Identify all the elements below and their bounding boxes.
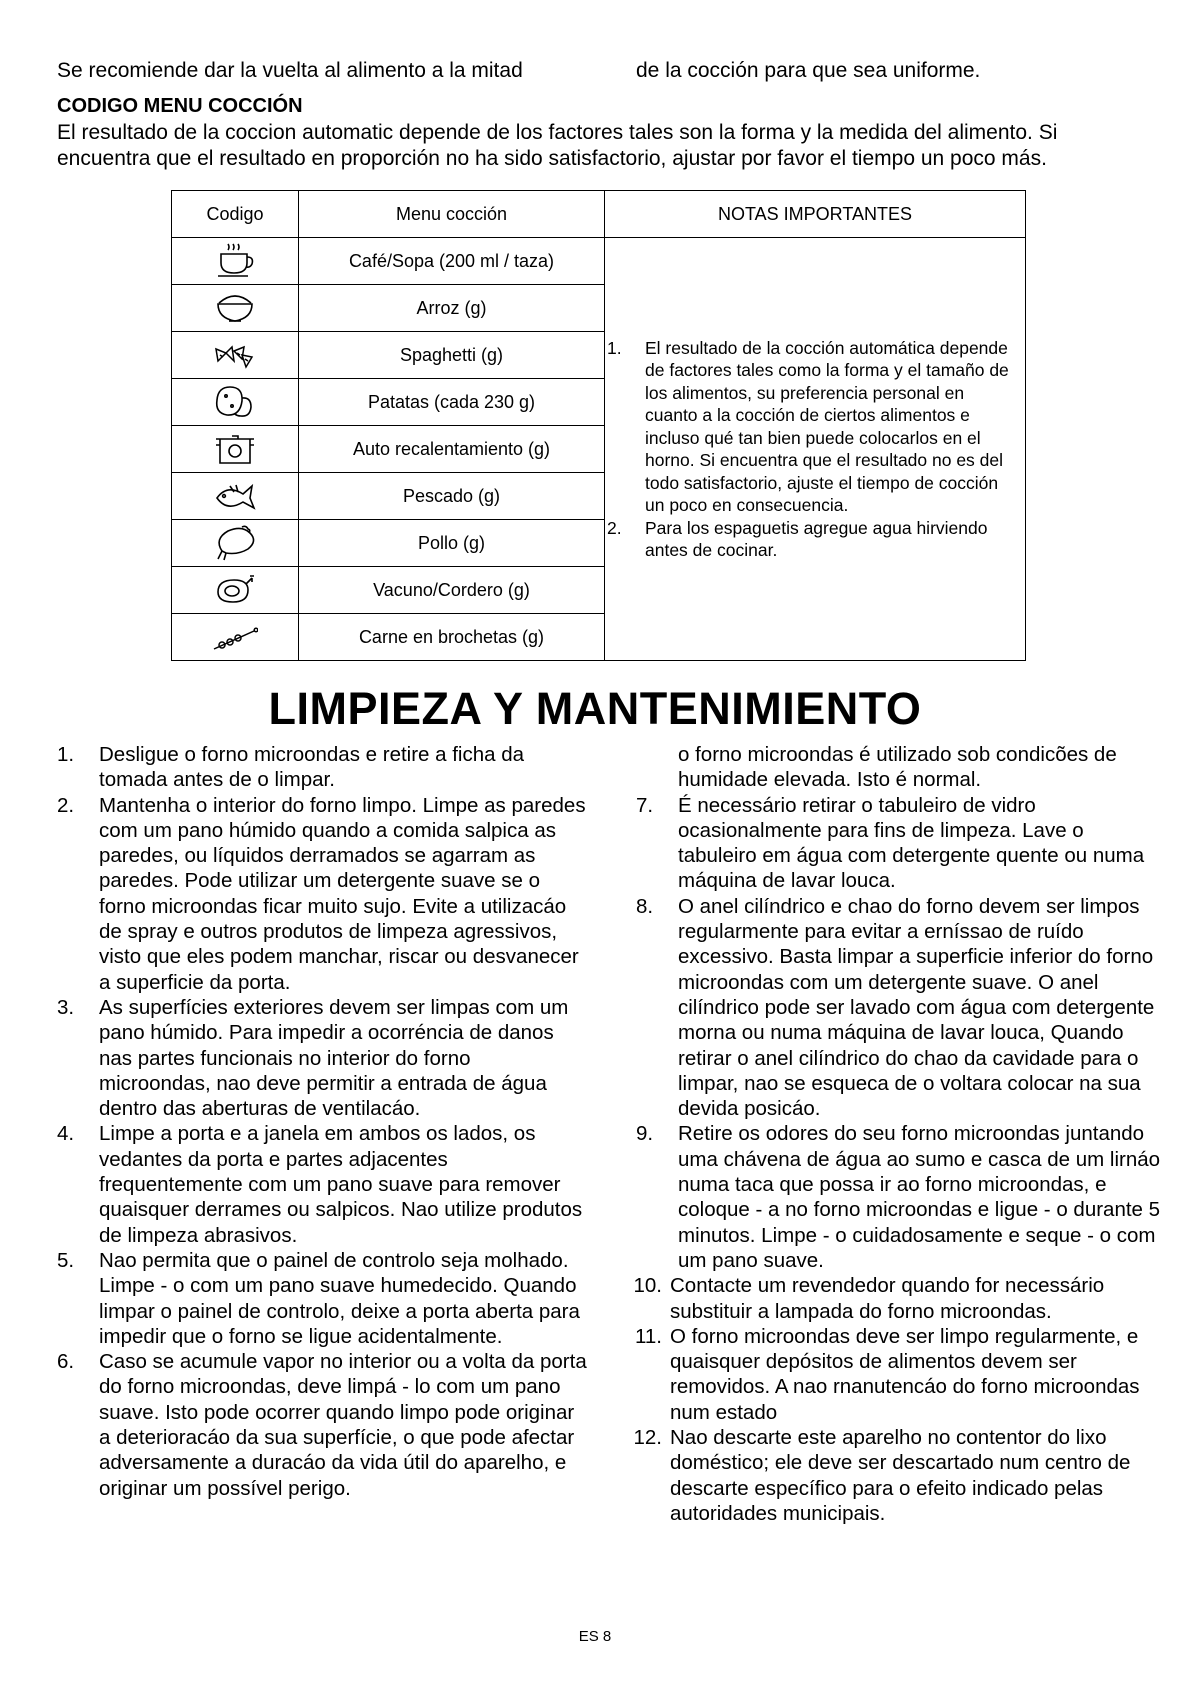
menu-cell: Café/Sopa (200 ml / taza) [299, 238, 605, 285]
fish-icon [212, 476, 258, 516]
table-header-row [172, 191, 1026, 238]
header-codigo: Codigo [172, 191, 299, 238]
item-number: 12. [633, 1426, 662, 1450]
notes-cell [605, 238, 1026, 661]
potato-icon [212, 382, 258, 422]
item-text: O forno microondas deve ser limpo regularmente, e quaisquer depósitos de alimentos devem ser removidos. A nao rnanutencáo do forno microondas num estado [670, 1324, 1140, 1424]
note-number: 2. [607, 517, 622, 538]
note-text: Para los espaguetis agregue agua hirviendo antes de cocinar. [645, 517, 988, 560]
cleaning-left-column [57, 742, 587, 1501]
list-item [633, 1425, 1161, 1526]
item-number: 7. [636, 793, 654, 817]
menu-cell: Auto recalentamiento (g) [299, 426, 605, 473]
list-item [636, 894, 1161, 1122]
list-item [57, 742, 587, 793]
item-number: 9. [636, 1122, 654, 1146]
list-item [57, 793, 587, 995]
item-number: 4. [57, 1122, 75, 1146]
code-cell [172, 520, 299, 567]
chicken-icon [212, 523, 258, 563]
continued-text: o forno microondas é utilizado sob condicões de humidade elevada. Isto é normal. [678, 743, 1117, 792]
list-item [57, 1248, 587, 1349]
note-number: 1. [607, 337, 622, 358]
top-line-left: Se recomiende dar la vuelta al alimento a la mitad [57, 59, 523, 82]
item-text: Nao descarte este aparelho no contentor do lixo doméstico; ele deve ser descartado num centro de descarte específico para o efeito indicado pelas autoridades municipais. [670, 1426, 1131, 1525]
menu-section-heading: CODIGO MENU COCCIÓN [57, 95, 303, 117]
item-number: 6. [57, 1350, 75, 1374]
coffee-cup-icon [212, 241, 258, 281]
steak-icon [212, 570, 258, 610]
code-cell [172, 238, 299, 285]
menu-cell: Vacuno/Cordero (g) [299, 567, 605, 614]
header-menu: Menu cocción [299, 191, 605, 238]
menu-section-intro: El resultado de la coccion automatic depende de los factores tales son la forma y la medida del alimento. Si encuentra que el resultado en proporción no ha sido satisfactorio, ajustar por favor el tiempo un poco más. [57, 121, 1058, 170]
item-text: Contacte um revendedor quando for necessário substituir a lampada do forno microondas. [670, 1274, 1105, 1323]
item-text: Desligue o forno microondas e retire a ficha da tomada antes de o limpar. [99, 743, 525, 792]
list-item [636, 793, 1161, 894]
menu-cell: Carne en brochetas (g) [299, 614, 605, 661]
menu-cell: Patatas (cada 230 g) [299, 379, 605, 426]
reheat-pot-icon [212, 429, 258, 469]
list-item [633, 1273, 1161, 1324]
menu-cell: Spaghetti (g) [299, 332, 605, 379]
cleaning-title: LIMPIEZA Y MANTENIMIENTO [268, 683, 922, 734]
code-cell [172, 379, 299, 426]
skewer-icon [212, 617, 258, 657]
code-cell [172, 332, 299, 379]
list-item [57, 1121, 587, 1247]
code-cell [172, 426, 299, 473]
item-number: 11. [635, 1324, 662, 1348]
item-text: As superfícies exteriores devem ser limpas com um pano húmido. Para impedir a ocorréncia de danos nas partes funcionais no interior do forno microondas, nao deve permitir a entrada de água dentro das aberturas de ventilacáo. [99, 995, 569, 1121]
item-text: Limpe a porta e a janela em ambos os lados, os vedantes da porta e partes adjacentes frequentemente com um pano suave para remover quaisquer derrames ou salpicos. Nao utilize produtos de limpeza abrasivos. [99, 1122, 583, 1247]
list-item [57, 1349, 587, 1501]
page-number: ES 8 [578, 1628, 612, 1645]
header-notas: NOTAS IMPORTANTES [605, 191, 1026, 238]
item-text: Retire os odores do seu forno microondas juntando uma chávena de água ao sumo e casca de um lirnáo numa taca que possa ir ao forno microondas, e coloque - a no forno microondas e ligue - o durante 5 minutos. Limpe - o cuidadosamente e seque - o com um pano suave. [678, 1122, 1161, 1272]
item-number: 2. [57, 793, 75, 817]
notes-list [605, 337, 1019, 562]
note-item [605, 337, 1019, 517]
top-line-right: de la cocción para que sea uniforme. [636, 59, 981, 82]
item-text: O anel cilíndrico e chao do forno devem ser limpos regularmente para evitar a erníssao de ruído excessivo. Basta limpar a superficie inferior do forno microondas com um detergente suave. O anel cilíndrico pode ser lavado com água com detergente morna ou numa máquina de lavar louca, Quando retirar o anel cilíndrico do chao da cavidade para o limpar, nao se esqueca de o voltara colocar na sua devida posicáo. [678, 894, 1155, 1121]
list-item [636, 1324, 1161, 1425]
list-item [57, 995, 587, 1121]
cooking-menu-table [171, 190, 1026, 661]
item-text: Caso se acumule vapor no interior ou a volta da porta do forno microondas, deve limpá - lo com um pano suave. Isto pode ocorrer quando limpo pode originar a deterioracáo da sua superfície, o que pode afectar adversamente a duracáo da vida útil do aparelho, e originar um possível perigo. [99, 1350, 587, 1500]
item-number: 1. [57, 743, 75, 766]
code-cell [172, 473, 299, 520]
item-text: É necessário retirar o tabuleiro de vidro ocasionalmente para fins de limpeza. Lave o tabuleiro em água com detergente quente ou numa máquina de lavar louca. [678, 793, 1145, 893]
item-number: 5. [57, 1248, 75, 1272]
menu-cell: Pescado (g) [299, 473, 605, 520]
code-cell [172, 285, 299, 332]
cleaning-right-column [633, 742, 1161, 1526]
note-text: El resultado de la cocción automática depende de factores tales como la forma y el tamaño de los alimentos, su preferencia personal en cuanto a la cocción de ciertos alimentos e incluso qué tan bien puede colocarlos en el horno. Si encuentra que el resultado no es del todo satisfactorio, ajuste el tiempo de cocción un poco en consecuencia. [645, 337, 1009, 515]
item-text: Mantenha o interior do forno limpo. Limpe as paredes com um pano húmido quando a comida salpica as paredes, ou líquidos derramados se agarram as paredes. Pode utilizar um detergente suave se o forno microondas ficar muito sujo. Evite a utilizacáo de spray e outros produtos de limpeza agressivos, visto que eles podem manchar, riscar ou desvanecer a superficie da porta. [99, 793, 586, 994]
menu-cell: Pollo (g) [299, 520, 605, 567]
item-number: 3. [57, 995, 75, 1019]
item-number: 10. [633, 1274, 662, 1298]
pasta-icon [212, 335, 258, 375]
rice-bowl-icon [212, 288, 258, 328]
note-item [605, 517, 1019, 562]
item-number: 8. [636, 894, 654, 918]
menu-cell: Arroz (g) [299, 285, 605, 332]
list-item [636, 1121, 1161, 1273]
code-cell [172, 614, 299, 661]
code-cell [172, 567, 299, 614]
item-text: Nao permita que o painel de controlo seja molhado. Limpe - o com um pano suave humedecido. Quando limpar o painel de controlo, deixe a porta aberta para impedir que o forno se ligue acidentalmente. [99, 1248, 580, 1348]
table-row [172, 238, 1026, 285]
